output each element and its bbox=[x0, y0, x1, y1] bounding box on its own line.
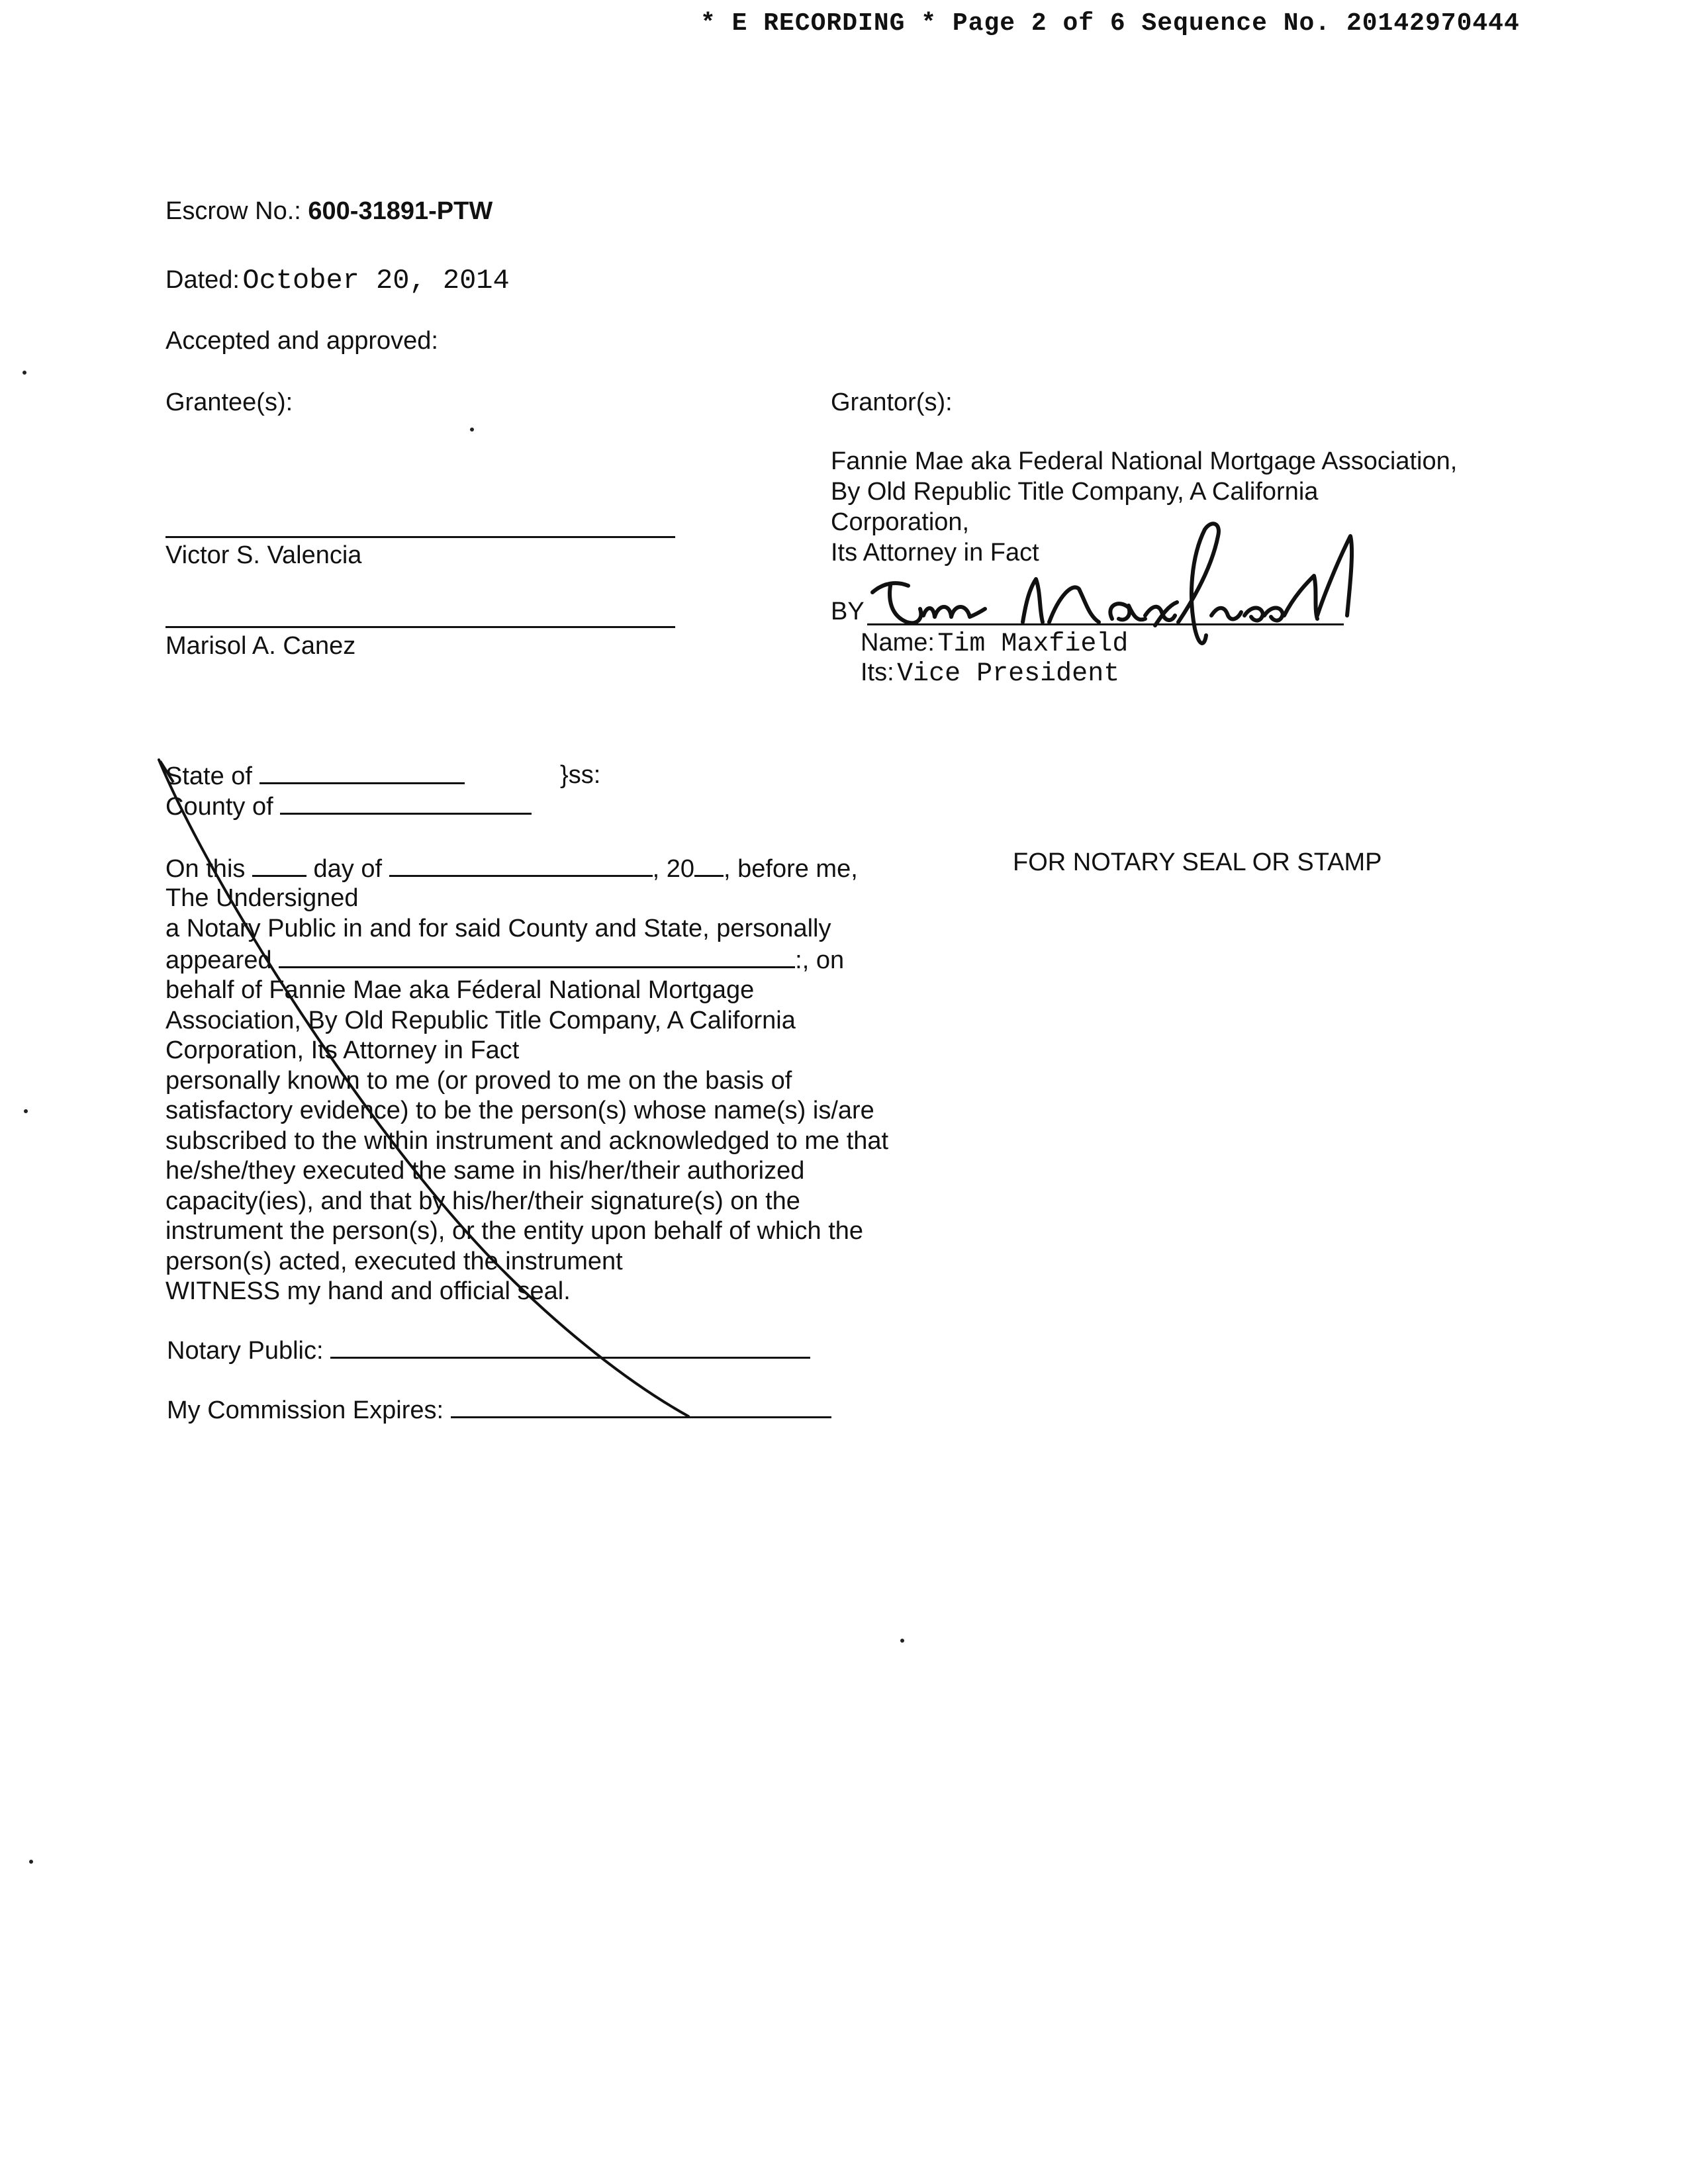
dated-line bbox=[165, 265, 510, 296]
escrow-label: Escrow No.: bbox=[165, 197, 301, 225]
scan-speck bbox=[23, 371, 26, 375]
grantor-line-4: Its Attorney in Fact bbox=[831, 539, 1039, 567]
dated-value: October 20, 2014 bbox=[242, 265, 510, 296]
state-label: State of bbox=[165, 762, 252, 790]
notary-body-line: Corporation, Its Attorney in Fact bbox=[165, 1036, 520, 1064]
grantor-name-label: Name: bbox=[861, 629, 935, 657]
day-of-text: day of bbox=[313, 855, 383, 883]
notary-body bbox=[165, 976, 993, 1307]
notary-body-line: WITNESS my hand and official seal. bbox=[165, 1277, 571, 1305]
county-line bbox=[165, 792, 532, 821]
on-text: :, on bbox=[795, 946, 845, 974]
notary-body-line: Association, By Old Republic Title Company, A California bbox=[165, 1006, 796, 1034]
grantee-name-2: Marisol A. Canez bbox=[165, 632, 356, 660]
grantor-signature-line bbox=[867, 623, 1344, 625]
grantee-signature-line-2 bbox=[165, 626, 675, 628]
notary-body-line: behalf of Fannie Mae aka Féderal National Mortgage bbox=[165, 976, 755, 1004]
notary-seal-label: FOR NOTARY SEAL OR STAMP bbox=[1013, 848, 1382, 876]
notary-public-label: Notary Public: bbox=[167, 1337, 324, 1365]
notary-body-line: subscribed to the within instrument and acknowledged to me that bbox=[165, 1126, 889, 1155]
notary-public-blank bbox=[330, 1336, 810, 1359]
scan-speck bbox=[900, 1639, 904, 1643]
ss-label: }ss: bbox=[560, 761, 601, 789]
on-this-text: On this bbox=[165, 855, 246, 883]
commission-blank bbox=[451, 1395, 831, 1418]
county-blank bbox=[280, 792, 532, 815]
grantee-name-1: Victor S. Valencia bbox=[165, 541, 362, 569]
notary-line-1 bbox=[165, 854, 858, 884]
escrow-number: 600-31891-PTW bbox=[308, 197, 493, 225]
commission-line bbox=[167, 1395, 831, 1425]
grantor-line-2: By Old Republic Title Company, A California bbox=[831, 478, 1319, 506]
before-me-text: , before me, bbox=[724, 855, 858, 883]
notary-line-4 bbox=[165, 945, 844, 975]
notary-body-line: personally known to me (or proved to me on the basis of bbox=[165, 1066, 792, 1095]
notary-line-2: The Undersigned bbox=[165, 884, 359, 912]
accepted-text: Accepted and approved: bbox=[165, 327, 438, 355]
state-line bbox=[165, 761, 465, 791]
scan-speck bbox=[29, 1860, 33, 1864]
grantee-label: Grantee(s): bbox=[165, 388, 293, 416]
notary-body-line: person(s) acted, executed the instrument bbox=[165, 1247, 623, 1275]
appeared-blank bbox=[279, 945, 795, 968]
grantor-name-line bbox=[861, 629, 1128, 659]
notary-body-line: capacity(ies), and that by his/her/their signature(s) on the bbox=[165, 1187, 800, 1215]
state-blank bbox=[259, 761, 465, 784]
year-prefix-text: , 20 bbox=[652, 855, 694, 883]
notary-public-line bbox=[167, 1336, 810, 1365]
grantor-line-1: Fannie Mae aka Federal National Mortgage Association, bbox=[831, 447, 1458, 475]
grantor-by-label: BY bbox=[831, 598, 865, 625]
notary-line-3: a Notary Public in and for said County and State, personally bbox=[165, 915, 831, 942]
grantor-name-value: Tim Maxfield bbox=[937, 629, 1129, 659]
commission-label: My Commission Expires: bbox=[167, 1396, 444, 1424]
recording-header: * E RECORDING * Page 2 of 6 Sequence No. 20142970444 bbox=[700, 9, 1520, 38]
dated-label: Dated: bbox=[165, 266, 240, 294]
notary-body-line: he/she/they executed the same in his/her/their authorized bbox=[165, 1157, 805, 1185]
scan-speck bbox=[24, 1109, 28, 1113]
month-blank bbox=[389, 854, 653, 877]
grantor-its-value: Vice President bbox=[897, 659, 1120, 689]
scan-speck bbox=[470, 428, 474, 432]
year-blank bbox=[694, 854, 724, 877]
grantor-its-label: Its: bbox=[861, 659, 894, 686]
day-blank bbox=[252, 854, 306, 877]
grantor-line-3: Corporation, bbox=[831, 508, 970, 536]
escrow-line bbox=[165, 197, 492, 226]
county-label: County of bbox=[165, 793, 273, 821]
grantor-label: Grantor(s): bbox=[831, 388, 953, 416]
appeared-text: appeared bbox=[165, 946, 272, 974]
grantor-its-line bbox=[861, 659, 1119, 689]
grantee-signature-line-1 bbox=[165, 536, 675, 538]
notary-body-line: satisfactory evidence) to be the person(s) whose name(s) is/are bbox=[165, 1097, 874, 1124]
notary-body-line: instrument the person(s), or the entity upon behalf of which the bbox=[165, 1217, 864, 1245]
